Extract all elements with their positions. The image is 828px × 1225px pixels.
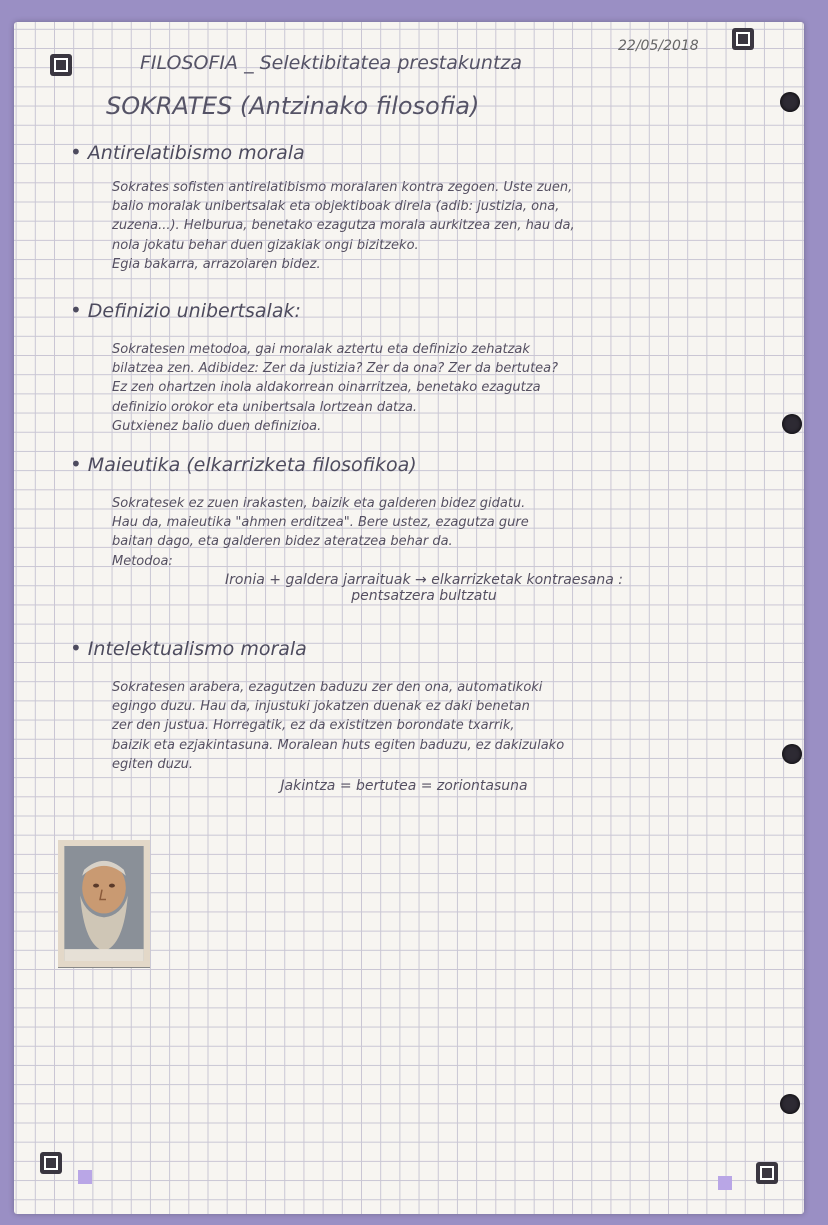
text-line: Sokratesen arabera, ezagutzen baduzu zer den ona, automatikoki — [112, 680, 543, 695]
notebook-page — [14, 22, 804, 1214]
text-line: egiten duzu. — [112, 756, 194, 772]
section-body — [112, 494, 732, 571]
text-line: Hau da, maieutika "ahmen erditzea". Bere ustez, ezagutza gure — [112, 515, 529, 531]
formula-line: Jakintza = bertutea = zoriontasuna — [280, 778, 528, 794]
text-line: zuzena...). Helburua, benetako ezagutza morala aurkitzea zen, hau da, — [112, 218, 575, 234]
text-line: balio moralak unibertsalak eta objektiboak direla (adib: justizia, ona, — [112, 199, 560, 215]
bullet-icon: • — [70, 140, 82, 164]
bullet-icon: • — [70, 298, 82, 322]
text-line: baitan dago, eta galderen bidez ateratzea behar da. — [112, 534, 453, 550]
section-heading-text: Antirelatibismo morala — [87, 142, 305, 164]
formula-block — [174, 572, 674, 604]
formula-line: Ironia + galdera jarraituak → elkarrizketak kontraesana : — [225, 572, 623, 588]
text-line: baizik eta ezjakintasuna. Moralean huts egiten baduzu, ez dakizulako — [112, 737, 565, 753]
text-line: egingo duzu. Hau da, injustuki jokatzen duenak ez daki benetan — [112, 699, 530, 715]
section-heading-text: Intelektualismo morala — [87, 638, 307, 660]
section-body — [112, 340, 732, 436]
text-line: nola jokatu behar duen gizakiak ongi bizitzeko. — [112, 237, 419, 253]
section-body — [112, 678, 762, 774]
text-line: Sokratesen metodoa, gai moralak aztertu eta definizio zehatzak — [112, 342, 530, 357]
text-line: Gutxienez balio duen definizioa. — [112, 418, 322, 434]
text-line: Sokrates sofisten antirelatibismo moralaren kontra zegoen. Uste zuen, — [112, 180, 573, 195]
corner-square-icon — [78, 1170, 92, 1184]
socrates-portrait-icon — [64, 846, 144, 961]
section-heading — [70, 636, 307, 660]
corner-mark-icon — [50, 54, 72, 76]
socrates-portrait — [58, 840, 150, 968]
formula-block — [214, 778, 594, 794]
binder-hole-icon — [782, 414, 802, 434]
section-body — [112, 178, 732, 274]
page-date: 22/05/2018 — [618, 38, 699, 54]
text-line: Ez zen ohartzen inola aldakorrean oinarritzea, benetako ezagutza — [112, 380, 541, 396]
binder-hole-icon — [782, 744, 802, 764]
text-line: bilatzea zen. Adibidez: Zer da justizia? Zer da ona? Zer da bertutea? — [112, 361, 559, 377]
text-line: zer den justua. Horregatik, ez da existitzen borondate txarrik, — [112, 718, 515, 734]
binder-hole-icon — [780, 1094, 800, 1114]
section-heading — [70, 298, 301, 322]
corner-mark-icon — [732, 28, 754, 50]
section-heading — [70, 452, 417, 476]
page-subtitle: SOKRATES (Antzinako filosofia) — [106, 92, 480, 120]
corner-mark-icon — [756, 1162, 778, 1184]
bullet-icon: • — [70, 452, 82, 476]
text-line: Metodoa: — [112, 553, 173, 569]
bullet-icon: • — [70, 636, 82, 660]
page-title: FILOSOFIA _ Selektibitatea prestakuntza — [140, 52, 523, 74]
section-heading-text: Maieutika (elkarrizketa filosofikoa) — [87, 454, 417, 476]
corner-square-icon — [718, 1176, 732, 1190]
text-line: definizio orokor eta unibertsala lortzean datza. — [112, 399, 418, 415]
corner-mark-icon — [40, 1152, 62, 1174]
section-heading — [70, 140, 305, 164]
section-heading-text: Definizio unibertsalak: — [87, 300, 301, 322]
text-line: Sokratesek ez zuen irakasten, baizik eta galderen bidez gidatu. — [112, 496, 526, 511]
text-line: Egia bakarra, arrazoiaren bidez. — [112, 256, 321, 272]
formula-line: pentsatzera bultzatu — [351, 588, 497, 604]
binder-hole-icon — [780, 92, 800, 112]
